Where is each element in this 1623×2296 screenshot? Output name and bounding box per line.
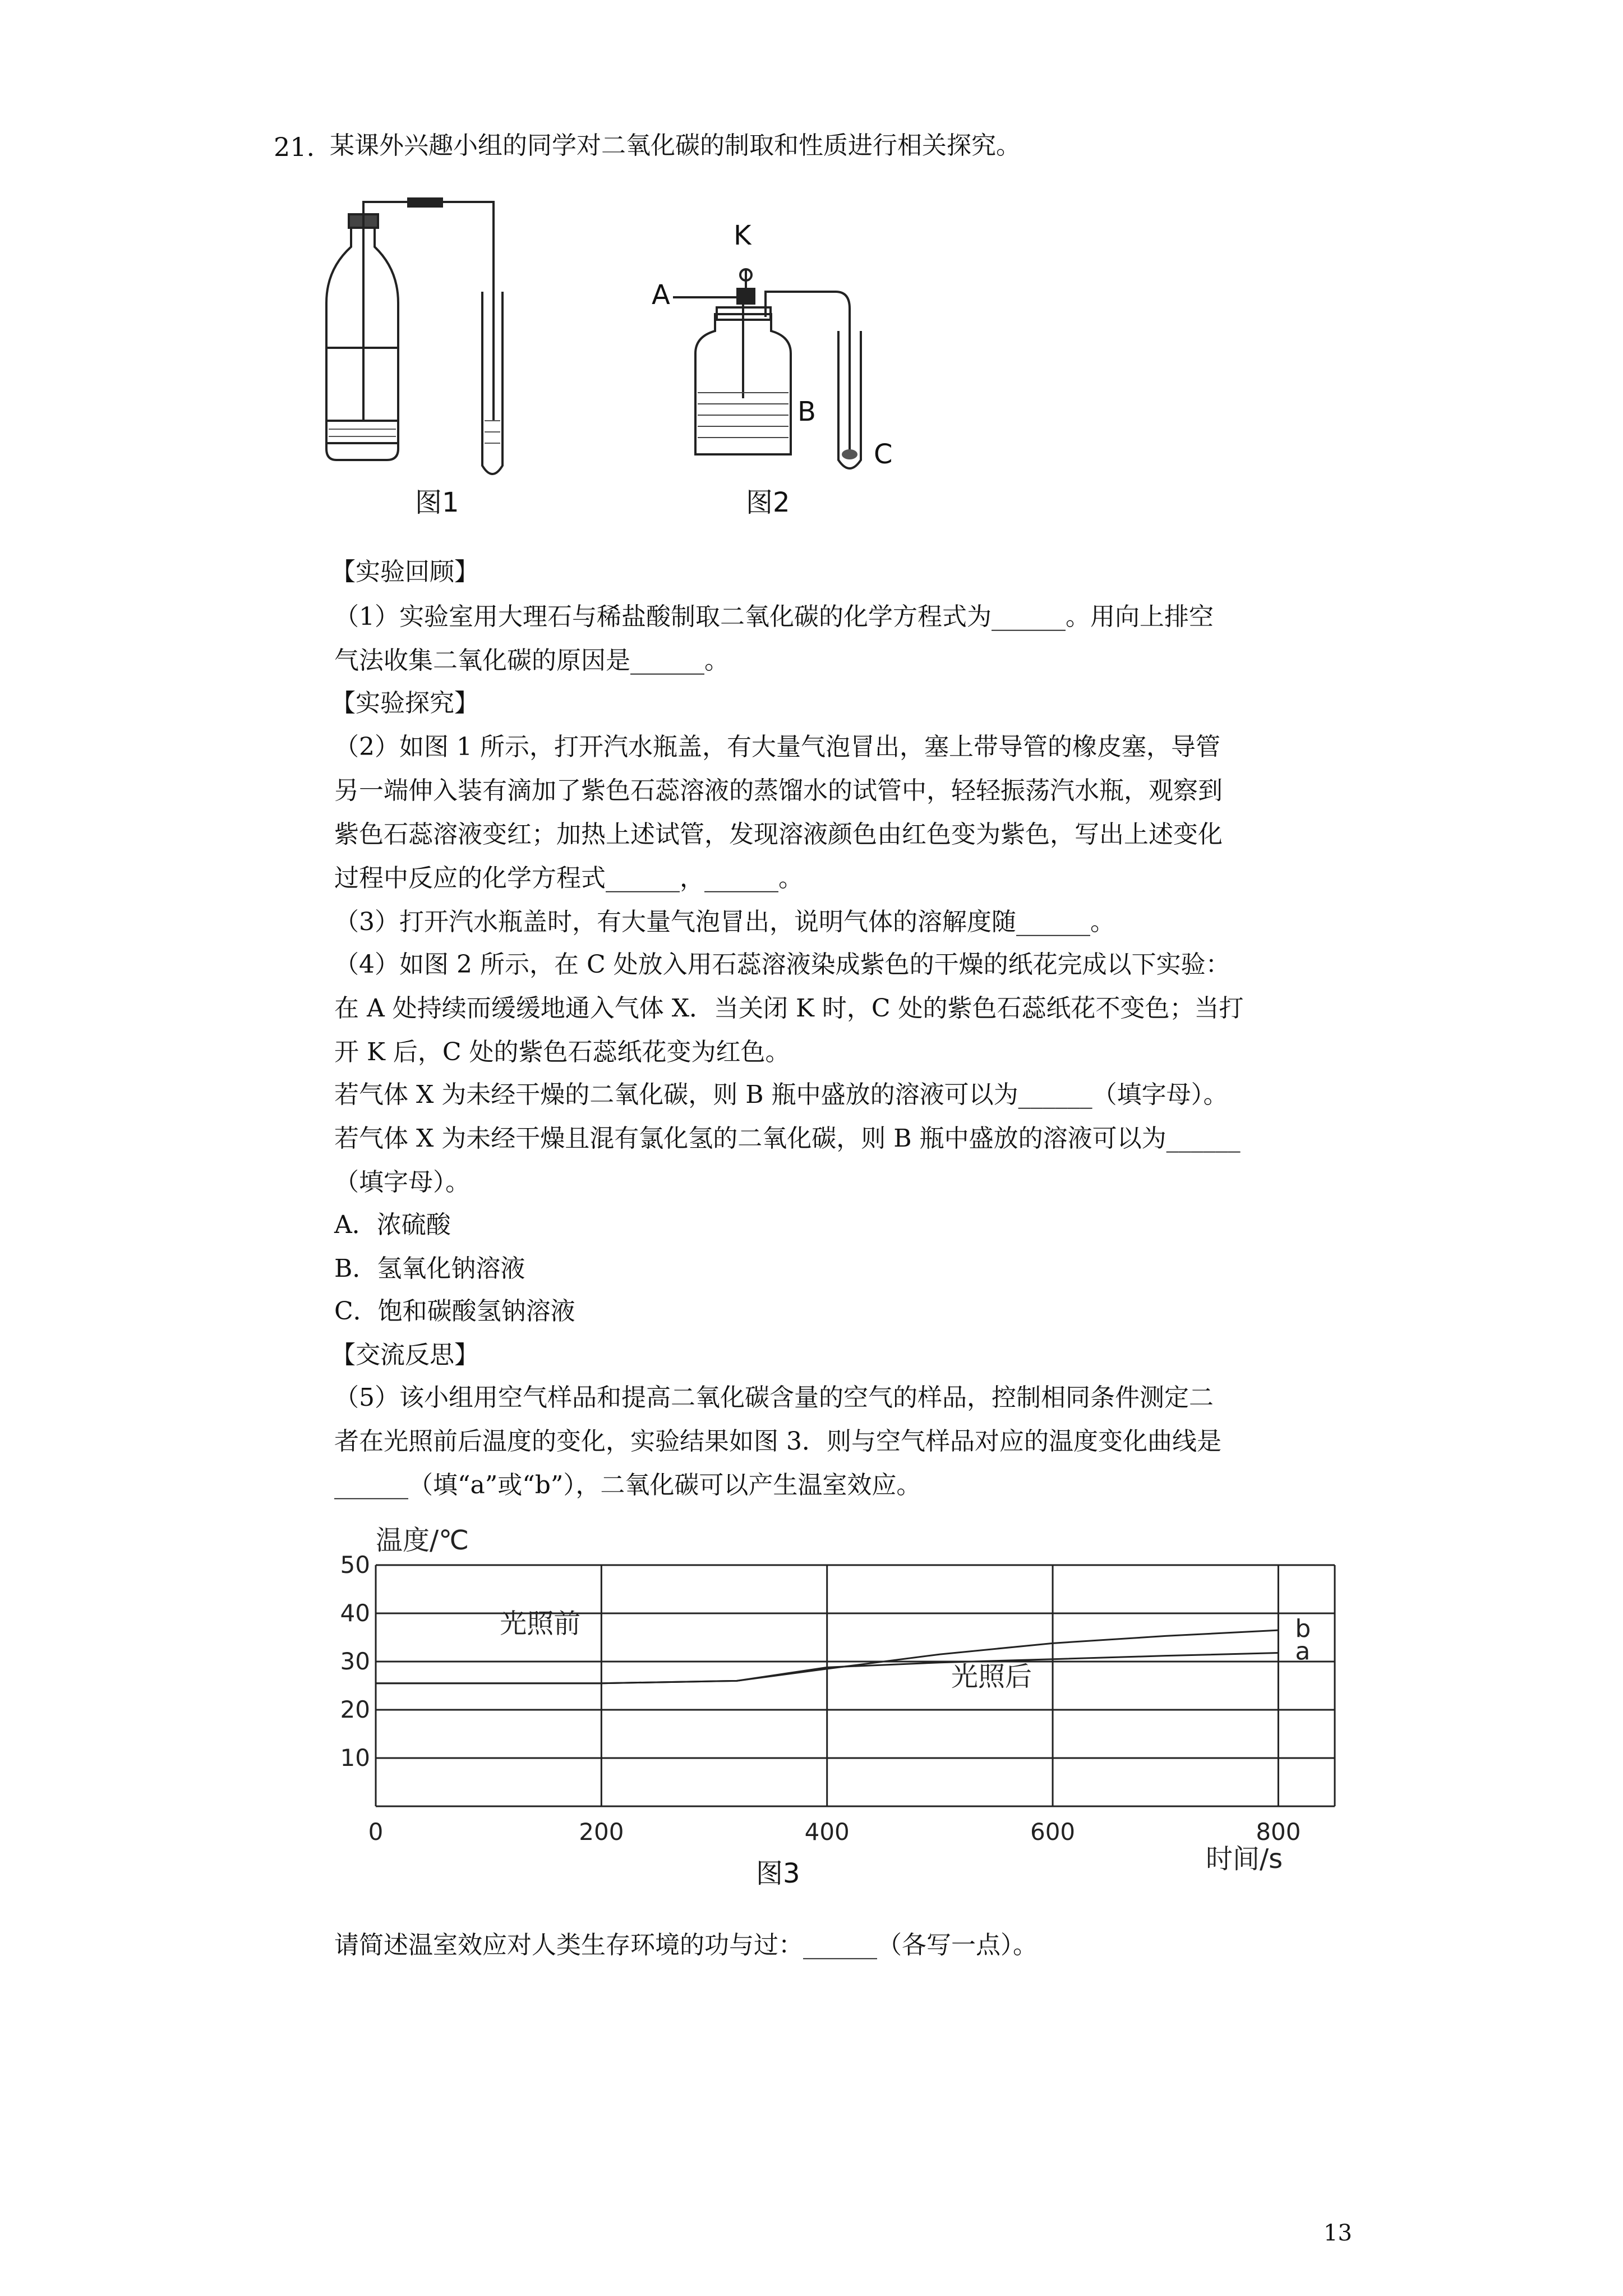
question-number: 21. — [274, 132, 315, 162]
q4-line-4: 若气体 X 为未经干燥的二氧化碳，则 B 瓶中盛放的溶液可以为______（填字母）。 — [334, 1080, 1228, 1109]
chart-grid — [376, 1565, 1335, 1806]
series-label-b: b — [1295, 1614, 1311, 1644]
q5-line-2: 者在光照前后温度的变化，实验结果如图 3．则与空气样品对应的温度变化曲线是 — [334, 1427, 1221, 1456]
figure-2-label-k: K — [734, 220, 751, 251]
figure-2-label-a: A — [652, 279, 670, 311]
q4-line-3: 开 K 后，C 处的紫色石蕊纸花变为红色。 — [334, 1038, 790, 1066]
question-intro: 某课外兴趣小组的同学对二氧化碳的制取和性质进行相关探究。 — [330, 131, 1021, 160]
figure-2-apparatus — [645, 219, 948, 488]
final-question-line: 请简述温室效应对人类生存环境的功与过：______（各写一点）。 — [334, 1931, 1038, 1959]
chart-annotations — [500, 1608, 1032, 1692]
chart-annotation: 光照后 — [951, 1661, 1032, 1692]
chart-y-ticks — [340, 1551, 370, 1772]
option-b: B．氢氧化钠溶液 — [334, 1254, 525, 1283]
q4-line-6: （填字母）。 — [334, 1168, 470, 1197]
q1-line-1: （1）实验室用大理石与稀盐酸制取二氧化碳的化学方程式为______。用向上排空 — [334, 602, 1214, 631]
figure-1-apparatus — [314, 185, 572, 499]
figure-2-caption: 图2 — [746, 487, 790, 518]
paper-flower-c — [842, 449, 857, 459]
figure-1-caption: 图1 — [415, 487, 459, 518]
chart-x-ticks — [368, 1818, 1301, 1846]
y-tick-label: 30 — [340, 1648, 370, 1675]
figure-3-caption: 图3 — [756, 1858, 800, 1889]
y-tick-label: 40 — [340, 1599, 370, 1627]
x-tick-label: 400 — [804, 1818, 850, 1846]
series-label-a: a — [1295, 1637, 1311, 1666]
section-title-review: 【实验回顾】 — [331, 558, 479, 586]
chart-x-axis-label: 时间/s — [1206, 1843, 1283, 1875]
y-tick-label: 50 — [340, 1551, 370, 1579]
q2-line-2: 另一端伸入装有滴加了紫色石蕊溶液的蒸馏水的试管中，轻轻振荡汽水瓶，观察到 — [334, 776, 1223, 805]
chart-annotation: 光照前 — [500, 1608, 581, 1640]
q5-line-1: （5）该小组用空气样品和提高二氧化碳含量的空气的样品，控制相同条件测定二 — [334, 1383, 1214, 1412]
q4-line-1: （4）如图 2 所示，在 C 处放入用石蕊溶液染成紫色的干燥的纸花完成以下实验： — [334, 950, 1230, 979]
x-tick-label: 0 — [368, 1818, 384, 1846]
figure-2-label-c: C — [874, 439, 893, 470]
q1-line-2: 气法收集二氧化碳的原因是______。 — [334, 646, 729, 675]
figure-2-label-b: B — [797, 396, 816, 427]
section-title-explore: 【实验探究】 — [331, 689, 479, 717]
option-a: A．浓硫酸 — [334, 1211, 451, 1239]
q4-line-5: 若气体 X 为未经干燥且混有氯化氢的二氧化碳，则 B 瓶中盛放的溶液可以为______ — [334, 1124, 1241, 1153]
option-c: C．饱和碳酸氢钠溶液 — [334, 1297, 575, 1326]
x-tick-label: 800 — [1256, 1818, 1301, 1846]
section-title-reflect: 【交流反思】 — [331, 1341, 479, 1369]
y-tick-label: 10 — [340, 1744, 370, 1772]
q5-line-3: ______（填“a”或“b”），二氧化碳可以产生温室效应。 — [334, 1471, 921, 1499]
chart-y-axis-label: 温度/℃ — [376, 1525, 469, 1556]
figure-3-chart — [314, 1515, 1380, 1918]
q2-line-4: 过程中反应的化学方程式______，______。 — [334, 864, 803, 892]
q4-line-2: 在 A 处持续而缓缓地通入气体 X．当关闭 K 时，C 处的紫色石蕊纸花不变色；当打 — [334, 994, 1244, 1023]
x-tick-label: 600 — [1030, 1818, 1076, 1846]
x-tick-label: 200 — [579, 1818, 624, 1846]
q3-line-1: （3）打开汽水瓶盖时，有大量气泡冒出，说明气体的溶解度随______。 — [334, 908, 1115, 936]
page-number: 13 — [1324, 2220, 1352, 2246]
q2-line-3: 紫色石蕊溶液变红；加热上述试管，发现溶液颜色由红色变为紫色，写出上述变化 — [334, 820, 1223, 849]
y-tick-label: 20 — [340, 1696, 370, 1723]
q2-line-1: （2）如图 1 所示，打开汽水瓶盖，有大量气泡冒出，塞上带导管的橡皮塞，导管 — [334, 733, 1220, 761]
